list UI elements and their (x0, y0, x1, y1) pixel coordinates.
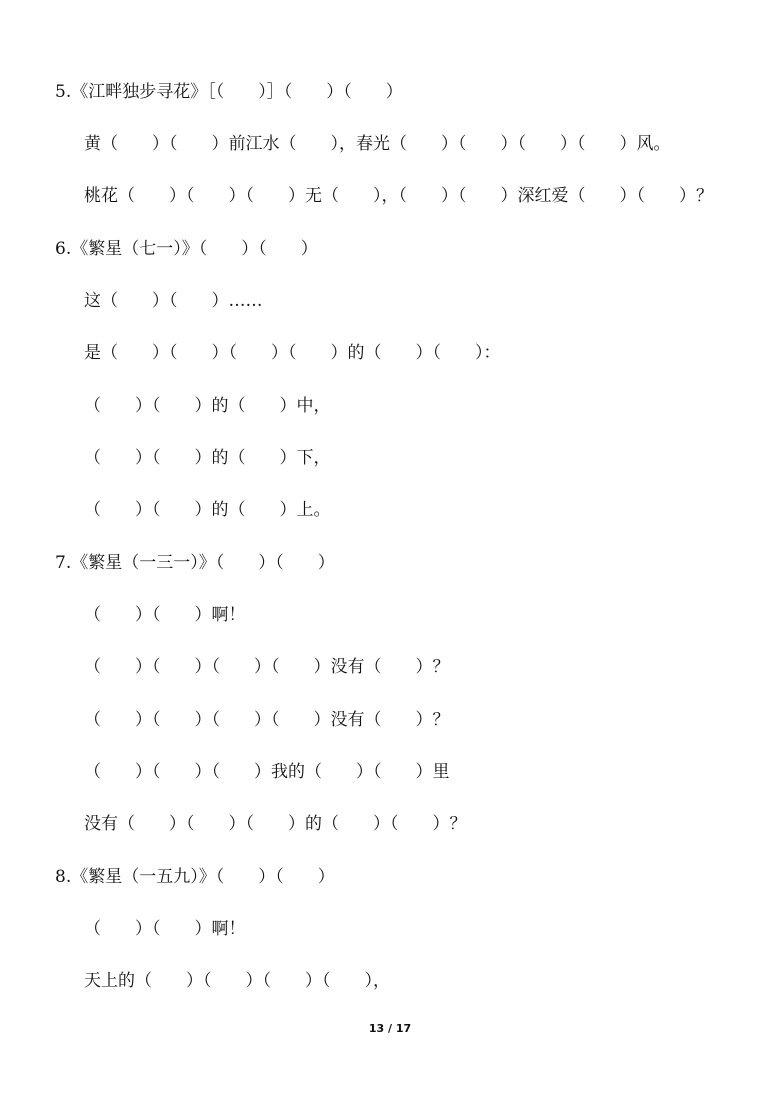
question-7-title: 7.《繁星（一三一）》（ ）（ ） (55, 553, 335, 573)
question-5-title: 5.《江畔独步寻花》［（ ）］（ ）（ ） (55, 82, 403, 102)
poem-line: 没有（ ）（ ）（ ）的（ ）（ ）？ (84, 814, 467, 834)
poem-line: （ ）（ ）的（ ）中， (84, 396, 331, 416)
poem-line: 黄（ ）（ ）前江水（ ），春光（ ）（ ）（ ）（ ）风。 (84, 134, 671, 154)
poem-line: （ ）（ ）（ ）（ ）没有（ ）？ (84, 710, 450, 730)
poem-line: （ ）（ ）啊！ (84, 605, 246, 625)
poem-line: （ ）（ ）啊！ (84, 919, 246, 939)
question-8-title: 8.《繁星（一五九）》（ ）（ ） (55, 867, 335, 887)
poem-line: 桃花（ ）（ ）（ ）无（ ），（ ）（ ）深红爱（ ）（ ）？ (84, 186, 713, 206)
poem-line: （ ）（ ）的（ ）上。 (84, 500, 331, 520)
poem-line: 是（ ）（ ）（ ）（ ）的（ ）（ ）： (84, 343, 501, 363)
question-6-title: 6.《繁星（七一）》（ ）（ ） (55, 239, 318, 259)
poem-line: 天上的（ ）（ ）（ ）（ ）， (84, 971, 390, 991)
page-number: 13 / 17 (368, 1022, 412, 1035)
poem-line: （ ）（ ）的（ ）下， (84, 448, 331, 468)
poem-line: （ ）（ ）（ ）（ ）没有（ ）？ (84, 657, 450, 677)
poem-line: （ ）（ ）（ ）我的（ ）（ ）里 (84, 762, 450, 782)
poem-line: 这（ ）（ ）…… (84, 291, 263, 311)
